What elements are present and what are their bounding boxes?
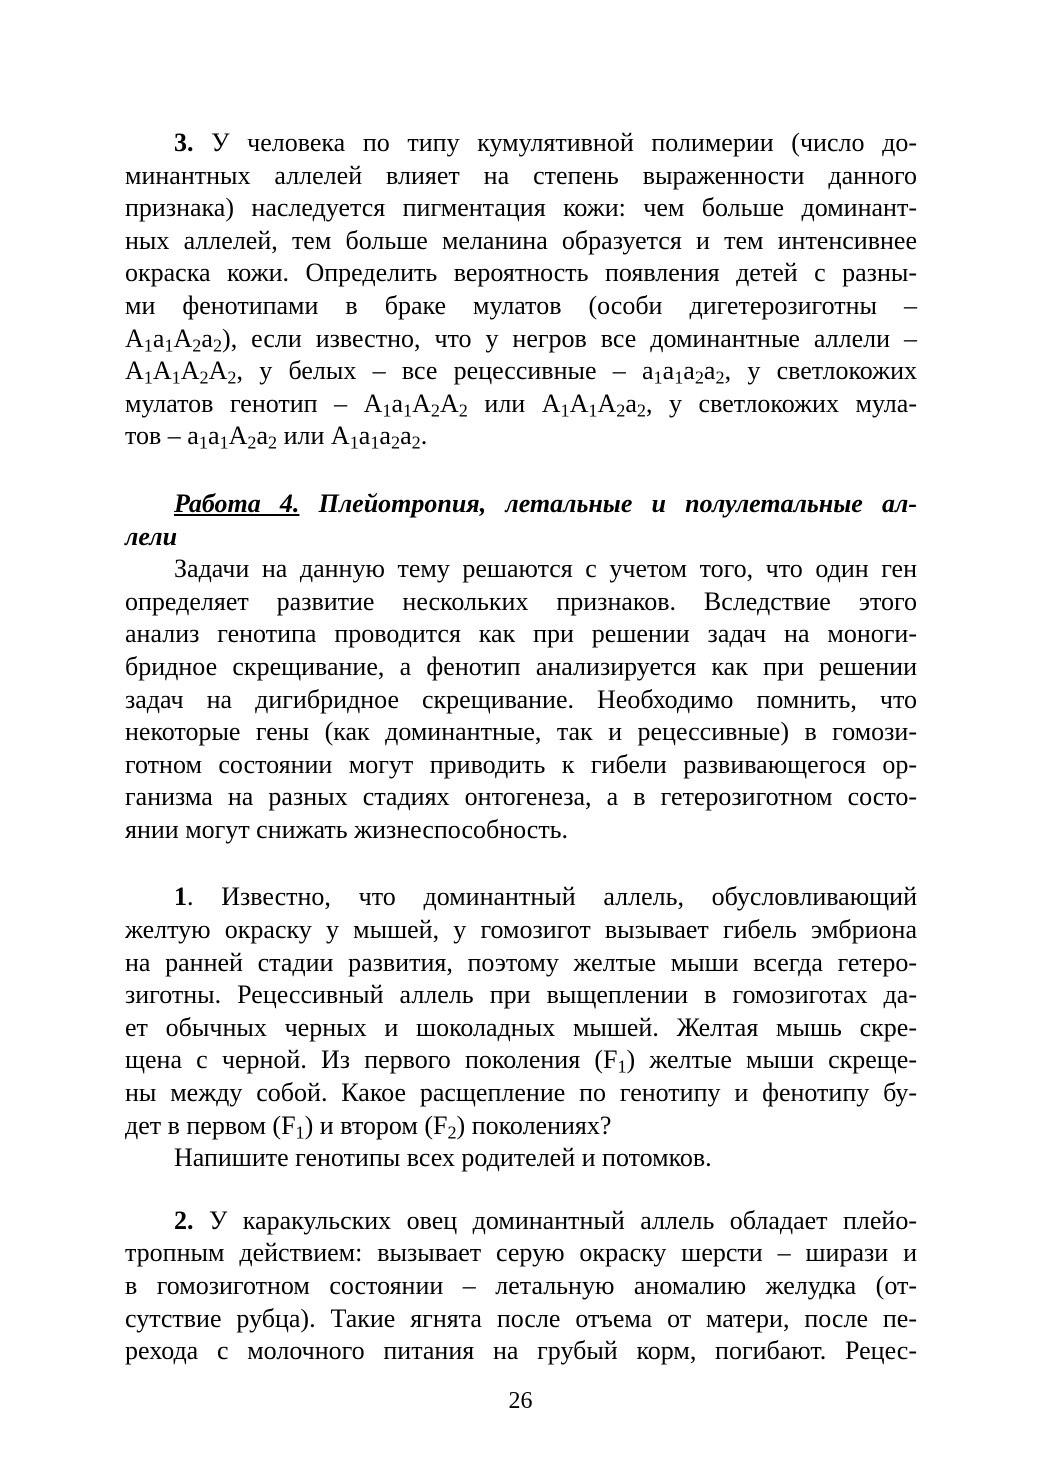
intro-line: некоторые гены (как доминантные, так и рецессивные) в гомози- xyxy=(125,717,917,747)
section-heading-line-1: Работа 4. Плейотропия, летальные и полулетальные ал- xyxy=(174,488,917,518)
problem-3-line-4: ных аллелей, тем больше меланина образуется и тем интенсивнее xyxy=(125,225,917,255)
problem-1-line-9: Напишите генотипы всех родителей и потомков. xyxy=(174,1143,712,1173)
intro-line: задач на дигибридное скрещивание. Необходимо помнить, что xyxy=(125,684,917,714)
section-heading-line-2: лели xyxy=(125,521,178,551)
problem-2-number: 2. xyxy=(174,1205,194,1235)
problem-3-line-3: признака) наследуется пигментация кожи: чем больше доминант- xyxy=(125,193,917,223)
problem-1-line-6: щена с черной. Из первого поколения $(F_1)$ желтые мыши скреще- xyxy=(125,1045,918,1077)
problem-3-line-2: минантных аллелей влияет на степень выраженности данного xyxy=(125,160,917,190)
page-body xyxy=(125,127,917,1368)
problem-3-line-5: окраска кожи. Определить вероятность появления детей с разны- xyxy=(125,258,917,288)
page-number: 26 xyxy=(508,1388,533,1414)
problem-1 xyxy=(125,881,917,1174)
problem-3-number: 3. xyxy=(174,128,194,157)
intro-line: Задачи на данную тему решаются с учетом того, что один ген xyxy=(174,554,917,584)
problem-2-line-3: в гомозиготном состоянии – летальную аномалию желудка (от- xyxy=(125,1271,917,1300)
problem-3-line-9: мулатов генотип – $A_1a_1A_2A_2$ или $A_1A_1A_2a_2$, у светлокожих мула- xyxy=(125,388,917,421)
problem-1-line-1: 1. Известно, что доминантный аллель, обусловливающий xyxy=(174,882,917,912)
problem-2 xyxy=(125,1205,917,1368)
problem-2-line-1: 2. У каракульских овец доминантный аллель обладает плейо- xyxy=(174,1205,917,1235)
problem-1-line-4: зиготны. Рецессивный аллель при выщеплении в гомозиготах да- xyxy=(125,980,917,1010)
problem-1-number: 1 xyxy=(174,882,187,912)
intro-line: готном состоянии могут приводить к гибели развивающегося ор- xyxy=(125,749,917,779)
problem-3-line-10: тов – $a_1a_1A_2a_2$ или $A_1a_1a_2a_2$. xyxy=(125,421,428,453)
section-intro xyxy=(125,553,917,846)
problem-1-line-2: желтую окраску у мышей, у гомозигот вызывает гибель эмбриона xyxy=(125,915,917,945)
intro-line: анализ генотипа проводится как при решении задач на моноги- xyxy=(125,619,917,649)
problem-3-line-6: ми фенотипами в браке мулатов (особи дигетерозиготны – xyxy=(125,290,917,320)
intro-line: определяет развитие нескольких признаков. Вследствие этого xyxy=(125,586,917,616)
section-heading xyxy=(125,488,917,553)
problem-1-line-5: ет обычных черных и шоколадных мышей. Желтая мышь скре- xyxy=(125,1012,917,1042)
problem-3-line-1: 3. У человека по типу кумулятивной полимерии (число до- xyxy=(174,128,917,157)
problem-2-line-5: рехода с молочного питания на грубый корм, погибают. Рецес- xyxy=(125,1336,917,1366)
problem-3-line-7: $A_1a_1A_2a_2$), если известно, что у негров все доминантные аллели – xyxy=(125,323,917,356)
problem-2-line-4: сутствие рубца). Такие ягнята после отъема от матери, после пе- xyxy=(125,1303,917,1333)
intro-line: бридное скрещивание, а фенотип анализируется как при решении xyxy=(125,651,917,681)
problem-1-line-7: ны между собой. Какое расщепление по генотипу и фенотипу бу- xyxy=(125,1078,917,1108)
problem-3-line-8: $A_1A_1A_2A_2$, у белых – все рецессивные – $a_1a_1a_2a_2$, у светлокожих xyxy=(125,356,918,388)
section-label: Работа 4. xyxy=(174,488,300,518)
intro-line: янии могут снижать жизнеспособность. xyxy=(125,814,569,844)
problem-2-line-2: тропным действием: вызывает серую окраску шерсти – ширази и xyxy=(125,1238,917,1268)
intro-line: ганизма на разных стадиях онтогенеза, а в гетерозиготном состо- xyxy=(125,782,917,812)
problem-1-line-3: на ранней стадии развития, поэтому желтые мыши всегда гетеро- xyxy=(125,947,917,977)
problem-1-line-8: дет в первом $(F_1)$ и втором $(F_2)$ поколениях? xyxy=(125,1110,612,1143)
problem-3 xyxy=(125,127,917,453)
